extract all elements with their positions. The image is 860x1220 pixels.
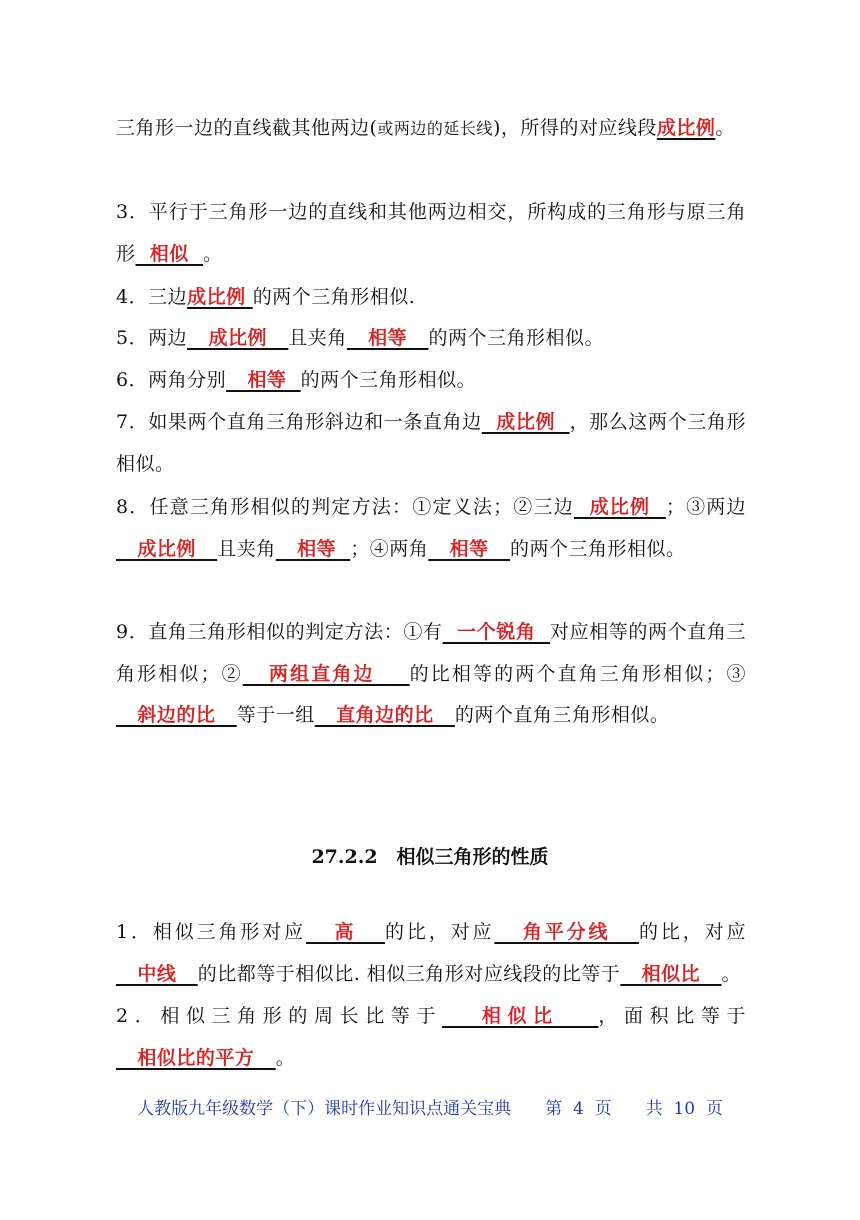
text: 的比，对应 bbox=[638, 921, 746, 943]
answer-blank: 成比例 bbox=[187, 327, 289, 349]
item-3 bbox=[116, 192, 746, 275]
text: 。 bbox=[275, 1046, 296, 1069]
text: 6．两角分别 bbox=[116, 369, 227, 391]
text: 3．平行于三角形一边的直线和其他两边相交，所构成的三角形与原三角形 bbox=[116, 201, 746, 265]
item-6 bbox=[116, 360, 746, 402]
item-7 bbox=[116, 402, 746, 485]
text: 的两个直角三角形相似。 bbox=[454, 704, 670, 726]
property-2 bbox=[116, 996, 746, 1079]
item-2-continuation bbox=[116, 108, 746, 150]
text: 的两个三角形相似。 bbox=[428, 327, 605, 349]
answer-blank: 相似比的平方 bbox=[116, 1046, 276, 1069]
answer-blank: 相等 bbox=[226, 369, 301, 391]
text: 。 bbox=[721, 962, 742, 985]
text: )，所得的对应线段 bbox=[492, 117, 657, 139]
page-footer: 人教版九年级数学（下）课时作业知识点通关宝典 第 4 页 共 10 页 bbox=[137, 1099, 723, 1119]
answer-blank: 两组直角边 bbox=[242, 662, 410, 685]
text: 7．如果两个直角三角形斜边和一条直角边 bbox=[116, 411, 482, 433]
property-1 bbox=[116, 912, 746, 995]
answer-blank: 相等 bbox=[346, 327, 429, 349]
answer-blank: 成比例 bbox=[656, 117, 716, 139]
text: ，面积比等于 bbox=[598, 1005, 746, 1027]
text: 且夹角 bbox=[217, 537, 276, 560]
text: 的两个三角形相似。 bbox=[300, 369, 477, 391]
answer-blank: 相等 bbox=[275, 537, 351, 560]
text: 8．任意三角形相似的判定方法：①定义法；②三边 bbox=[116, 496, 574, 518]
answer-blank: 成比例 bbox=[116, 537, 218, 560]
text: 等于一组 bbox=[236, 704, 315, 726]
answer-blank: 中线 bbox=[116, 962, 198, 985]
answer-blank: 高 bbox=[306, 921, 385, 943]
answer-blank: 相似 bbox=[135, 242, 203, 265]
text: 三角形一边的直线截其他两边( bbox=[116, 117, 378, 139]
text: 或两边的延长线 bbox=[377, 119, 493, 138]
text: 的两个三角形相似. bbox=[252, 286, 416, 308]
answer-blank: 相似比 bbox=[620, 962, 722, 985]
item-5 bbox=[116, 318, 746, 360]
text: 1．相似三角形对应 bbox=[116, 921, 307, 943]
text: 的比都等于相似比. 相似三角形对应线段的比等于 bbox=[197, 962, 621, 985]
section-title: 27.2.2 相似三角形的性质 bbox=[311, 846, 549, 868]
text: 9．直角三角形相似的判定方法：①有 bbox=[116, 621, 443, 643]
item-4 bbox=[116, 277, 746, 319]
text: 5．两边 bbox=[116, 327, 188, 349]
text: ；③两边 bbox=[665, 496, 746, 518]
text: 的比相等的两个直角三角形相似；③ bbox=[409, 662, 746, 685]
answer-blank: 角平分线 bbox=[494, 921, 639, 943]
text: ，那么这两个三角形相似。 bbox=[116, 411, 746, 475]
text: 。 bbox=[202, 242, 223, 265]
answer-blank: 相似比 bbox=[442, 1005, 599, 1027]
answer-blank: 成比例 bbox=[481, 411, 570, 433]
text: 4．三边 bbox=[116, 286, 188, 308]
answer-blank: 成比例 bbox=[573, 496, 666, 518]
answer-blank: 成比例 bbox=[187, 286, 253, 308]
item-8 bbox=[116, 487, 746, 570]
text: 。 bbox=[715, 117, 735, 139]
text: 对应相等的两个直角三角形相似；② bbox=[116, 621, 746, 685]
answer-blank: 一个锐角 bbox=[442, 621, 550, 643]
text: 的比，对应 bbox=[384, 921, 495, 943]
text: 2．相似三角形的周长比等于 bbox=[116, 1005, 443, 1027]
text: 且夹角 bbox=[288, 327, 347, 349]
text: ；④两角 bbox=[350, 537, 429, 560]
answer-blank: 直角边的比 bbox=[314, 704, 455, 726]
answer-blank: 相等 bbox=[428, 537, 511, 560]
text: 的两个三角形相似。 bbox=[510, 537, 686, 560]
item-9 bbox=[116, 612, 746, 737]
answer-blank: 斜边的比 bbox=[116, 704, 237, 726]
